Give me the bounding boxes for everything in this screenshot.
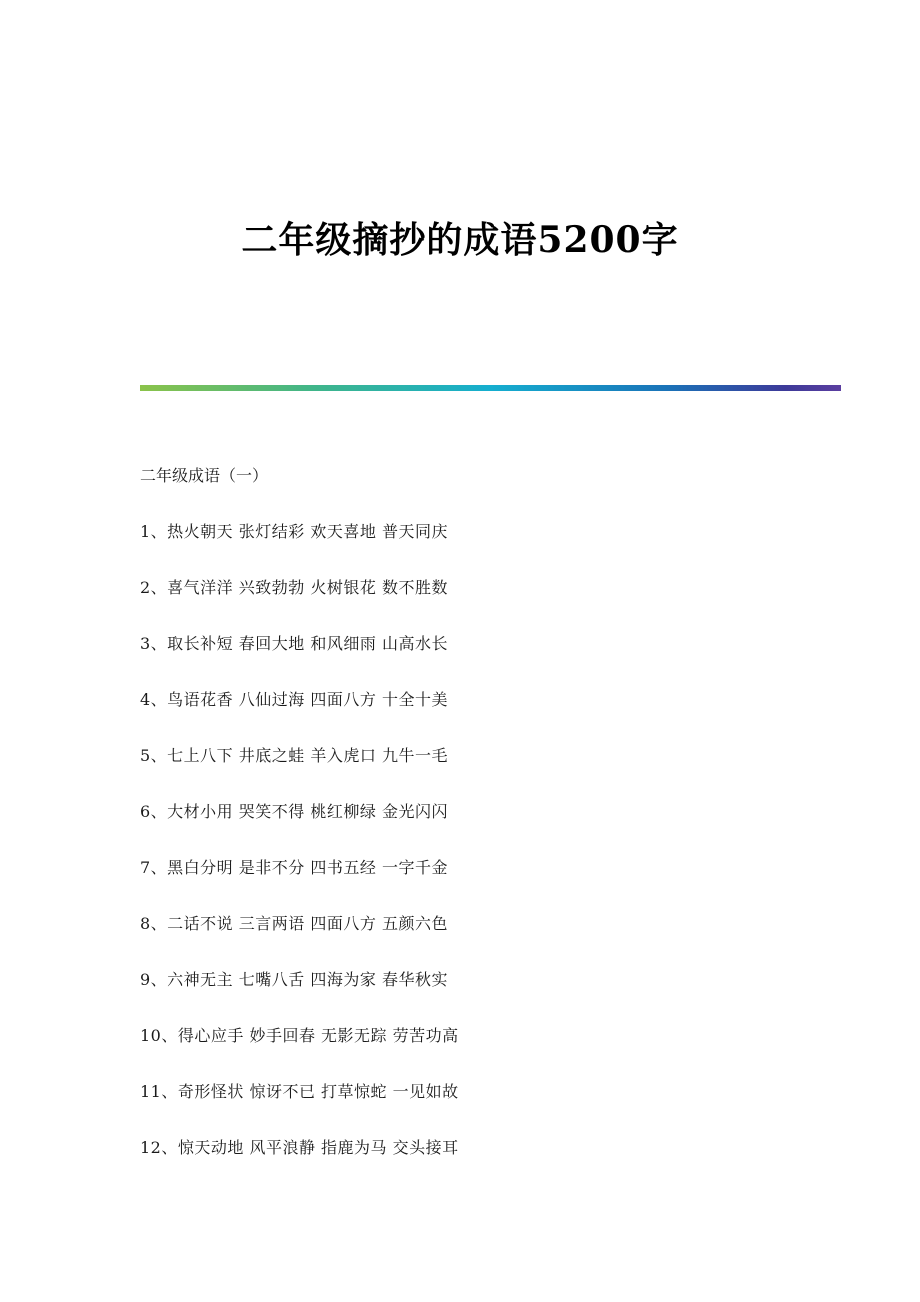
idiom-line-10: 10、得心应手 妙手回春 无影无踪 劳苦功高	[140, 1026, 459, 1045]
idiom-line-9: 9、六神无主 七嘴八舌 四海为家 春华秋实	[140, 970, 448, 989]
idiom-line-1: 1、热火朝天 张灯结彩 欢天喜地 普天同庆	[140, 522, 448, 541]
document-title: 二年级摘抄的成语5200字	[241, 219, 679, 261]
document-body	[140, 466, 840, 1194]
gradient-divider	[140, 385, 841, 391]
idiom-line-7: 7、黑白分明 是非不分 四书五经 一字千金	[140, 858, 448, 877]
section-heading: 二年级成语（一）	[140, 466, 269, 485]
idiom-line-2: 2、喜气洋洋 兴致勃勃 火树银花 数不胜数	[140, 578, 448, 597]
idiom-line-3: 3、取长补短 春回大地 和风细雨 山高水长	[140, 634, 448, 653]
idiom-line-6: 6、大材小用 哭笑不得 桃红柳绿 金光闪闪	[140, 802, 448, 821]
idiom-line-11: 11、奇形怪状 惊讶不已 打草惊蛇 一见如故	[140, 1082, 459, 1101]
idiom-line-5: 5、七上八下 井底之蛙 羊入虎口 九牛一毛	[140, 746, 448, 765]
idiom-line-8: 8、二话不说 三言两语 四面八方 五颜六色	[140, 914, 448, 933]
idiom-line-12: 12、惊天动地 风平浪静 指鹿为马 交头接耳	[140, 1138, 459, 1157]
idiom-line-4: 4、鸟语花香 八仙过海 四面八方 十全十美	[140, 690, 448, 709]
